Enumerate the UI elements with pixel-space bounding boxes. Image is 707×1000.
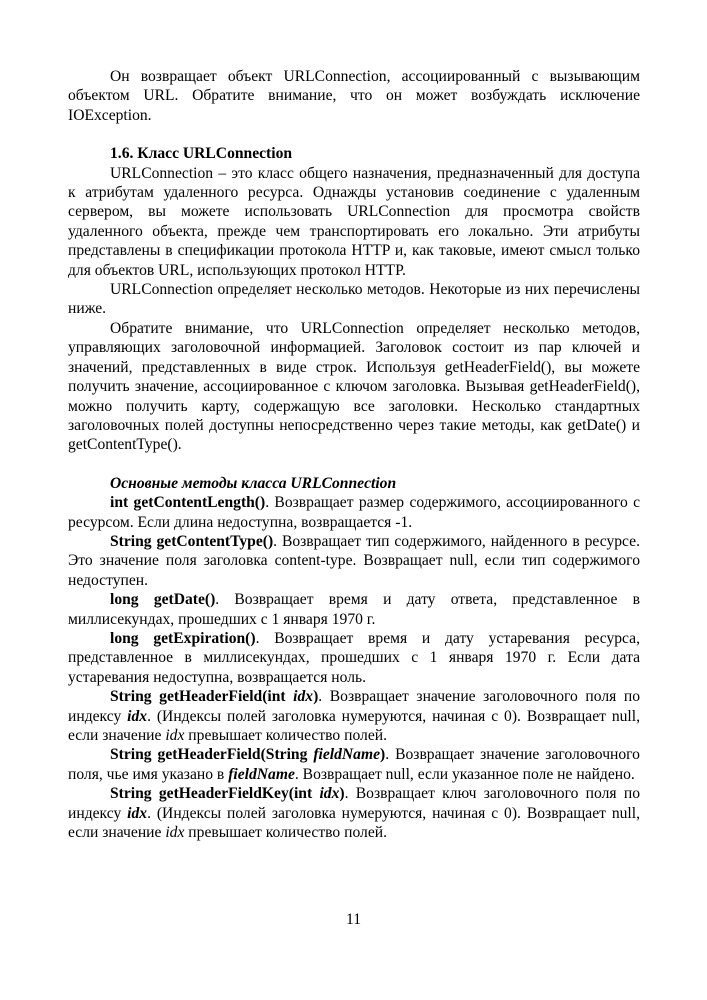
page-number: 11 xyxy=(345,911,361,928)
method-description: . Возвращает ключ заголовочного поля по индексу xyxy=(68,785,640,822)
method-signature: String getContentType() xyxy=(110,532,274,550)
method-description: . Возвращает значение заголовочного поля по индексу xyxy=(68,688,640,725)
method-description: . (Индексы полей заголовка нумеруются, начиная с 0). Возвращает null, если значение xyxy=(68,707,640,744)
spacer xyxy=(68,455,640,474)
method-signature: long getExpiration() xyxy=(110,629,256,647)
method-get-header-field-key xyxy=(68,784,640,842)
param-reference: idx xyxy=(127,804,148,822)
method-param: idx xyxy=(319,785,340,803)
method-get-date xyxy=(68,590,640,629)
methods-heading: Основные методы класса URLConnection xyxy=(110,474,397,492)
method-param: idx xyxy=(293,688,314,706)
param-reference: idx xyxy=(127,707,148,725)
method-signature-end: ) xyxy=(313,688,319,706)
intro-paragraph: Он возвращает объект URLConnection, ассоциированный с вызывающим объектом URL. Обратите внимание, что он может возбуждать исключение IOException. xyxy=(68,68,640,124)
method-get-header-field-int xyxy=(68,687,640,745)
method-signature: long getDate() xyxy=(110,591,216,609)
method-get-content-type xyxy=(68,532,640,590)
param-reference: fieldName xyxy=(228,765,295,783)
param-reference: idx xyxy=(165,824,185,842)
method-signature-end: ) xyxy=(380,746,386,764)
section-paragraph-3: Обратите внимание, что URLConnection определяет несколько методов, управляющих заголовочной информацией. Заголовок состоит из пар ключей и значений, представленных в виде строк. Используя getHeaderField(), вы можете получить значение, ассоциированное с ключом заголовка. Вызывая getHeaderField(), можно получить карту, содержащую все заголовки. Несколько стандартных заголовочных полей доступны непосредственно через такие методы, как getDate() и getContentType(). xyxy=(68,319,640,454)
method-description: . Возвращает размер содержимого, ассоциированного с ресурсом. Если длина недоступна, возвращается -1. xyxy=(68,494,640,531)
method-signature: int getContentLength() xyxy=(110,494,266,512)
spacer xyxy=(68,125,640,144)
method-signature-end: ) xyxy=(339,785,345,803)
method-description: . Возвращает время и дату устаревания ресурса, представленное в миллисекундах, прошедших с 1 января 1970 г. Если дата устаревания недоступна, возвращается ноль. xyxy=(68,629,640,686)
method-param: fieldName xyxy=(313,746,381,764)
section-heading: 1.6. Класс URLConnection xyxy=(110,145,293,163)
method-signature: String getHeaderField(int xyxy=(110,688,294,706)
method-description: превышает количество полей. xyxy=(184,727,387,744)
method-description: превышает количество полей. xyxy=(184,824,387,842)
method-description: . (Индексы полей заголовка нумеруются, начиная с 0). Возвращает null, если значение xyxy=(68,804,640,842)
method-get-header-field-string xyxy=(68,745,640,784)
method-description: . Возвращает значение заголовочного поля, чье имя указано в xyxy=(68,746,640,783)
method-description: . Возвращает тип содержимого, найденного в ресурсе. Это значение поля заголовка content-type. Возвращает null, если тип содержимого недоступен. xyxy=(68,532,640,589)
method-description: . Возвращает null, если указанное поле не найдено. xyxy=(294,765,635,783)
document-body xyxy=(68,67,640,842)
method-get-content-length xyxy=(68,493,640,532)
param-reference: idx xyxy=(165,727,185,744)
method-get-expiration xyxy=(68,629,640,687)
method-signature: String getHeaderField(String xyxy=(110,746,314,764)
method-signature: String getHeaderFieldKey(int xyxy=(110,785,320,803)
section-paragraph-2: URLConnection определяет несколько методов. Некоторые из них перечислены ниже. xyxy=(68,281,640,318)
method-description: . Возвращает время и дату ответа, представленное в миллисекундах, прошедших с 1 января 1970 г. xyxy=(68,591,641,628)
section-paragraph-1: URLConnection – это класс общего назначения, предназначенный для доступа к атрибутам удаленного ресурса. Однажды установив соединение с удаленным сервером, вы можете использовать URLConnection для просмотра свойств удаленного объекта, прежде чем транспортировать его локально. Эти атрибуты представлены в спецификации протокола HTTP и, как таковые, имеют смысл только для объектов URL, использующих протокол HTTP. xyxy=(68,164,640,279)
